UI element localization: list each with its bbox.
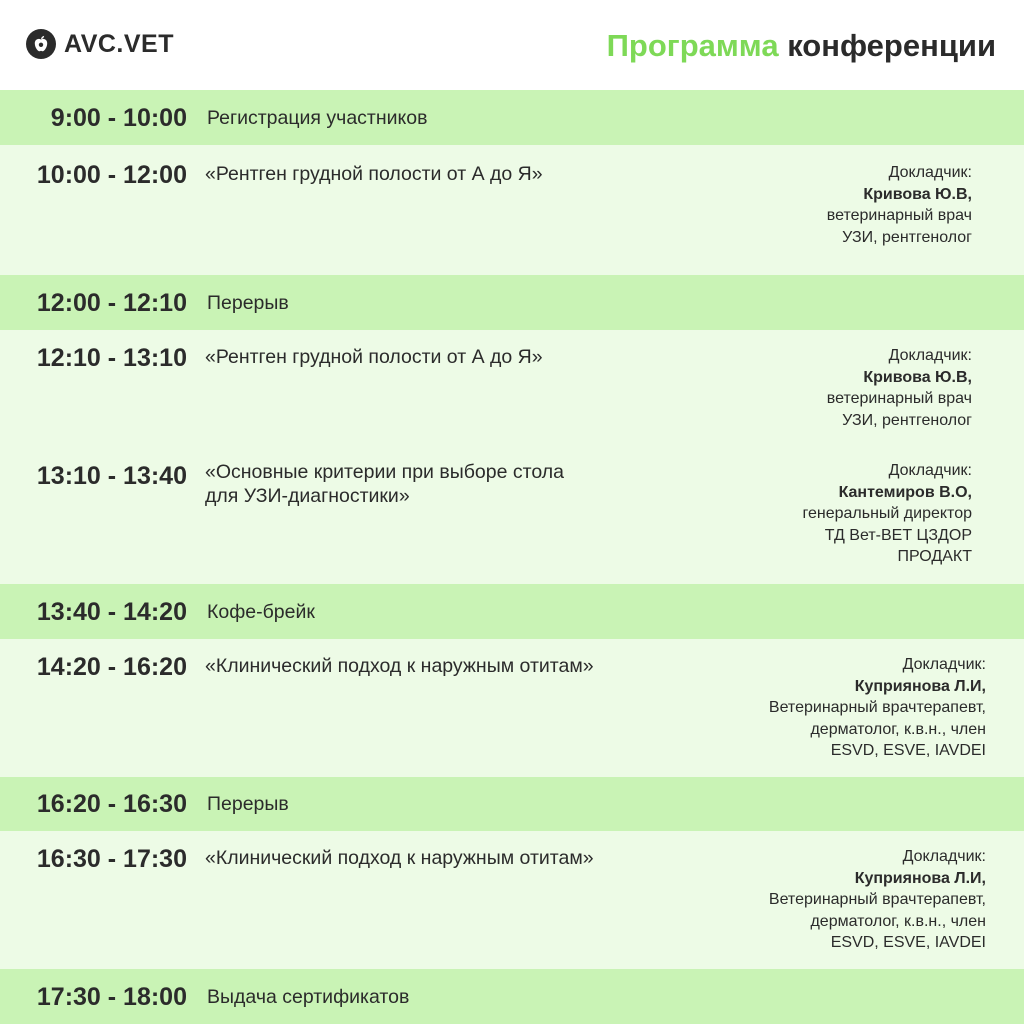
- schedule-talk-row: [0, 639, 1024, 777]
- break-time: 13:40 - 14:20: [36, 597, 187, 626]
- break-time: 9:00 - 10:00: [50, 103, 187, 132]
- talk-title: «Рентген грудной полости от А до Я»: [205, 163, 543, 185]
- speaker-name: Кривова Ю.В,: [863, 185, 972, 203]
- speaker-role: генеральный директор: [802, 505, 972, 522]
- apple-icon: [26, 29, 56, 59]
- speaker-caption: Докладчик:: [888, 164, 972, 181]
- speaker-role: ESVD, ESVE, IAVDEI: [830, 934, 986, 951]
- talk-time: 13:10 - 13:40: [36, 462, 187, 490]
- page-header: [0, 0, 1024, 90]
- break-time: 17:30 - 18:00: [36, 982, 187, 1011]
- speaker-role: дерматолог, к.в.н., член: [810, 720, 986, 738]
- talk-title: «Рентген грудной полости от А до Я»: [205, 346, 543, 368]
- break-time: 12:00 - 12:10: [36, 288, 187, 317]
- schedule-break-row: [0, 777, 1024, 831]
- talk-title: «Основные критерии при выборе стола: [205, 461, 564, 483]
- break-label: Перерыв: [207, 793, 289, 815]
- schedule-talk-row: [0, 831, 1024, 969]
- speaker-role: ветеринарный врач: [826, 207, 972, 224]
- speaker-caption: Докладчик:: [888, 347, 972, 364]
- break-time: 16:20 - 16:30: [36, 790, 187, 818]
- speaker-caption: Докладчик:: [888, 462, 972, 479]
- page-title: [607, 26, 996, 66]
- page-title-accent: Программа: [606, 28, 779, 63]
- speaker-role: Ветеринарный врачтерапевт,: [768, 699, 986, 716]
- speaker-name: Кривова Ю.В,: [863, 368, 972, 386]
- logo-text: AVC.VET: [64, 29, 174, 58]
- schedule-break-row: [0, 584, 1024, 639]
- schedule-talk-row: [0, 330, 1024, 584]
- break-label: Кофе-брейк: [207, 600, 315, 623]
- speaker-info: [803, 460, 973, 568]
- break-label: Перерыв: [207, 291, 289, 314]
- break-label: Выдача сертификатов: [207, 985, 410, 1008]
- speaker-role: ESVD, ESVE, IAVDEI: [830, 742, 986, 759]
- talk-title: «Клинический подход к наружным отитам»: [205, 655, 594, 677]
- logo: [26, 26, 174, 62]
- page-title-main: конференции: [787, 28, 996, 63]
- speaker-role: дерматолог, к.в.н., член: [810, 912, 986, 930]
- speaker-role: ветеринарный врач: [826, 390, 972, 407]
- talk-title-line2: для УЗИ-диагностики»: [205, 485, 410, 507]
- talk-time: 14:20 - 16:20: [36, 653, 187, 681]
- speaker-info: [827, 162, 972, 248]
- speaker-role: УЗИ, рентгенолог: [842, 228, 972, 246]
- schedule-break-row: [0, 275, 1024, 330]
- speaker-caption: Докладчик:: [902, 848, 986, 865]
- talk-time: 12:10 - 13:10: [36, 344, 187, 372]
- speaker-caption: Докладчик:: [902, 656, 986, 673]
- speaker-name: Кантемиров В.О,: [838, 483, 972, 501]
- schedule-break-row: [0, 969, 1024, 1024]
- break-label: Регистрация участников: [207, 106, 428, 129]
- talk-time: 16:30 - 17:30: [36, 845, 187, 873]
- speaker-name: Куприянова Л.И,: [854, 677, 986, 695]
- talk-time: 10:00 - 12:00: [36, 161, 187, 189]
- speaker-info: [769, 654, 986, 762]
- speaker-role: ТД Вет-ВЕТ ЦЗДОР: [824, 526, 972, 544]
- schedule-talk-row: [0, 145, 1024, 275]
- speaker-role: УЗИ, рентгенолог: [842, 411, 972, 429]
- speaker-info: [827, 345, 972, 431]
- speaker-role: Ветеринарный врачтерапевт,: [768, 891, 986, 908]
- speaker-role: ПРОДАКТ: [897, 548, 972, 565]
- speaker-info: [769, 846, 986, 954]
- talk-title: «Клинический подход к наружным отитам»: [205, 847, 594, 869]
- schedule-break-row: [0, 90, 1024, 145]
- speaker-name: Куприянова Л.И,: [854, 869, 986, 887]
